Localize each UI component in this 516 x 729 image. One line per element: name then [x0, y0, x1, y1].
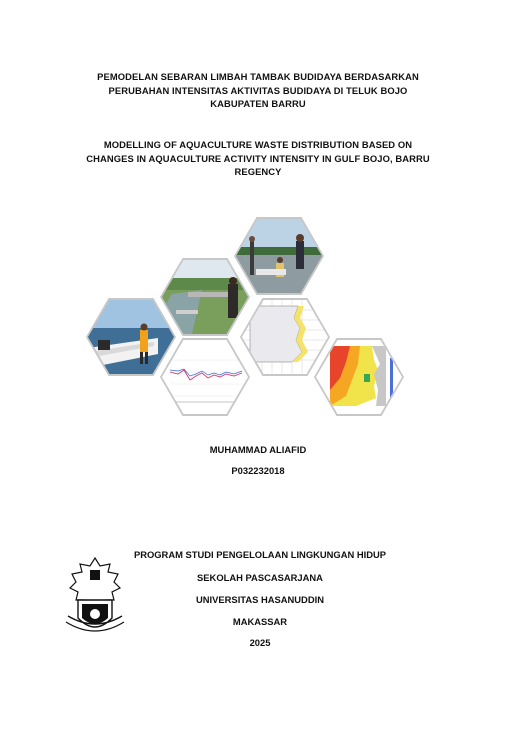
author-name: MUHAMMAD ALIAFID: [209, 444, 307, 455]
model-mesh-map: [240, 298, 330, 376]
english-title-line: CHANGES IN AQUACULTURE ACTIVITY INTENSITY IN GULF BOJO, BARRU: [86, 152, 430, 164]
english-title: [40, 138, 476, 179]
indonesian-title-line: PERUBAHAN INTENSITAS AKTIVITAS BUDIDAYA DI TELUK BOJO: [108, 84, 408, 96]
indonesian-title-line: PEMODELAN SEBARAN LIMBAH TAMBAK BUDIDAYA BERDASARKAN: [97, 71, 419, 82]
study-program: PROGRAM STUDI PENGELOLAAN LINGKUNGAN HIDUP: [133, 549, 387, 560]
english-title-line: REGENCY: [234, 166, 282, 177]
year: 2025: [249, 637, 271, 648]
english-title-line: MODELLING OF AQUACULTURE WASTE DISTRIBUTION BASED ON: [103, 139, 413, 150]
boat-sampling-photo: [86, 298, 176, 376]
aquaculture-pond-photo: [160, 258, 250, 336]
time-series-chart: [160, 338, 250, 416]
city: MAKASSAR: [232, 616, 288, 627]
university-name: UNIVERSITAS HASANUDDIN: [196, 594, 324, 605]
field-survey-photo: [234, 217, 324, 295]
waste-distribution-map: [314, 338, 404, 416]
indonesian-title-line: KABUPATEN BARRU: [210, 98, 306, 109]
graduate-school: SEKOLAH PASCASARJANA: [197, 572, 323, 583]
indonesian-title: [40, 70, 476, 111]
student-id: P032232018: [231, 465, 285, 476]
